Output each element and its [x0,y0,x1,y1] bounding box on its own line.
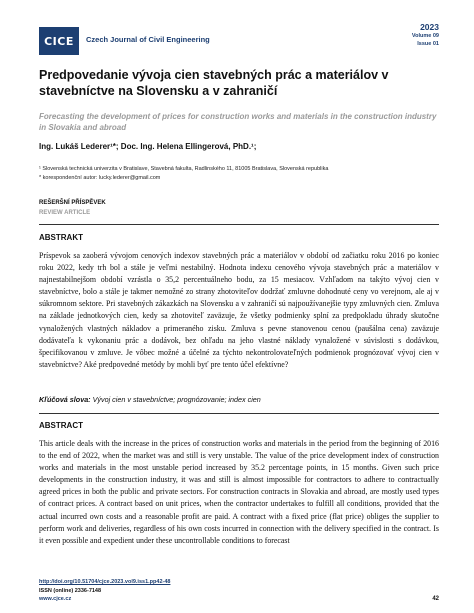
divider [39,224,439,225]
doi-link[interactable]: http://doi.org/10.51704/cjce.2023.vol9.iss1.pp42-48 [39,579,171,585]
keywords-label: Kľúčová slova: [39,395,91,404]
website-link[interactable]: www.cjce.cz [39,596,72,603]
article-title: Predpovedanie vývoja cien stavebných prác a materiálov v stavebníctve na Slovensku a v zahraničí [39,68,389,99]
article-type-en: REVIEW ARTICLE [39,209,91,216]
keywords [39,395,439,404]
abstract-text: This article deals with the increase in the prices of construction works and materials in the period from the beginning of 2016 to the end of 2022, when the market was and still is very unstable. The value of the price development index of construction works and materials in the most unstable period increased by 35.2 percentage points, in 15 months. Given such price developments in the construction industry, it was and still is almost impossible for contractors to adhere to contractually agreed prices in both the public and private sectors. For construction contracts in Slovakia and abroad, are mostly used types of contract prices. A contract based on unit prices, when the contractor undertakes to fulfill all conditions, provided that the actual incurred own costs and a reasonable profit are paid. A contract with a fixed price (flat price) obliges the supplier to perform work and deliveries, regardless of his own costs incurred in connection with the delivery specified in the contract. Is it even possible and expedient under these uncontrollable conditions to forecast [39,439,439,545]
journal-logo [39,27,79,55]
keywords-text: Vývoj cien v stavebníctve; prognózovanie; index cien [92,395,261,404]
article-title-english: Forecasting the development of prices for construction works and materials in the construction industry in Slovakia and abroad [39,112,437,133]
article-type-cz: REŠERŠNÍ PŘÍSPĚVEK [39,200,106,206]
authors: Ing. Lukáš Lederer¹*; Doc. Ing. Helena Ellingerová, PhD.¹; [39,142,257,151]
abstrakt-text: Príspevok sa zaoberá vývojom cenových indexov stavebných prác a materiálov v období od začiatku roku 2016 po koniec roku 2022, kedy trh bol a stále je veľmi nestabilný. Hodnota indexu cenového vývoja stavebných prác a materiálov v najnestabilnejšom období vzrástla o 35,2 percentuálneho bodu, za 15 mesiacov. Vzhľadom na takýto vývoj cien v stavebníctve, bolo a stále je takmer nemožné zo strany zhotoviteľov dodržať zmluvne dohodnuté ceny vo verejnom, ale aj v súkromnom sektore. Pri stavebných zákazkách na Slovensku a v zahraničí sú najpoužívanejšie typy zmluvných cien. Zmluva na základe jednotkových cien, kedy sa zhotoviteľ zaväzuje, že všetky podmienky splní za predpokladu úhrady skutočne vynaložených vlastných nákladov a primeraného zisku. Zmluva s pevne stanovenou cenou (paušálna cena) zaväzuje dodávateľa k vykonaniu prác a dodávok, bez ohľadu na jeho vlastné náklady vynaložené v súvislosti s dodávkou, špecifikovanou v zmluve. Je vôbec možné a účelné za týchto nekontrolovateľných podmienok prognózovať vývoj cien v stavebníctve? Aké predpovedné metódy by mohli byť pre tento účel efektívne? [39,251,439,369]
issue: Issue 01 [417,40,439,47]
abstrakt-heading: ABSTRAKT [39,233,83,242]
affiliation-line: ¹ Slovenská technická univerzita v Bratislave, Stavebná fakulta, Radlinského 11, 81005 Bratislava, Slovenská republika [39,166,329,172]
journal-name: Czech Journal of Civil Engineering [86,35,210,44]
corresponding-author: * korespondenční autor: lucky.lederer@gmail.com [39,174,161,181]
footer [39,578,170,604]
abstract-heading: ABSTRACT [39,421,83,430]
affiliations [39,165,439,182]
article-type [39,199,106,218]
divider [39,413,439,414]
page-number: 42 [432,596,439,602]
logo-text: CICE [44,34,74,48]
volume: Volume 09 [411,33,439,40]
year: 2023 [420,22,439,32]
issn: ISSN (online) 2336-7148 [39,587,102,594]
issue-meta [412,22,439,48]
